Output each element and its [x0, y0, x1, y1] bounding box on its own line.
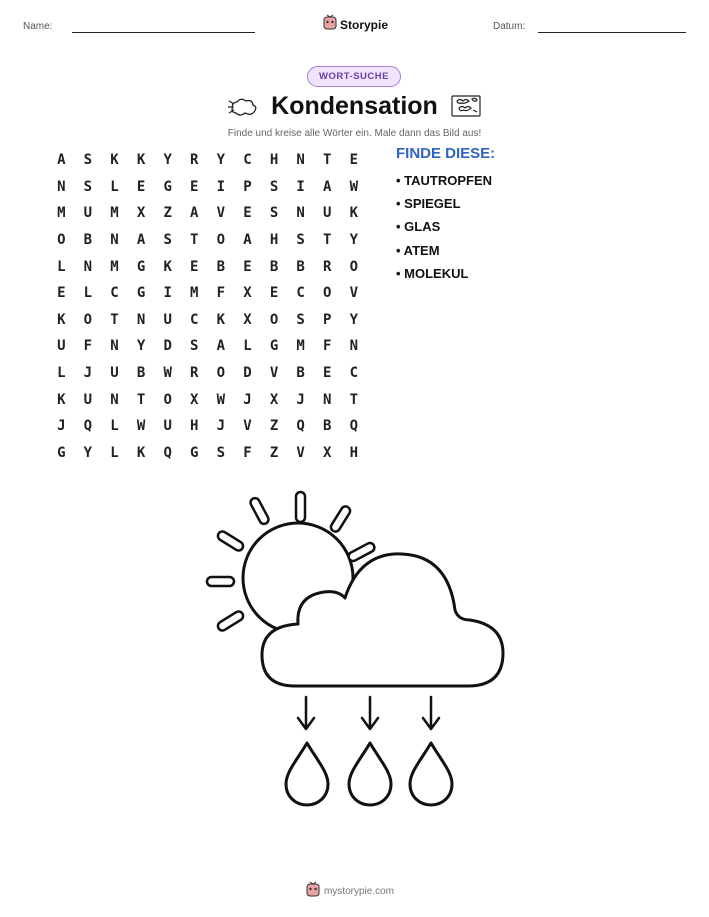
grid-cell[interactable]: W	[136, 418, 146, 435]
grid-cell[interactable]: K	[163, 258, 172, 275]
grid-cell[interactable]: B	[296, 365, 305, 382]
grid-cell[interactable]: K	[57, 391, 66, 408]
grid-cell[interactable]: F	[323, 338, 332, 355]
grid-cell[interactable]: E	[269, 285, 279, 302]
grid-cell[interactable]: T	[190, 232, 199, 249]
list-item: • ATEM	[396, 242, 440, 258]
grid-cell[interactable]: J	[216, 418, 226, 435]
grid-cell[interactable]: F	[243, 444, 252, 461]
grid-cell[interactable]: T	[323, 152, 332, 169]
grid-cell[interactable]: L	[57, 365, 66, 382]
grid-cell[interactable]: T	[349, 391, 359, 408]
grid-cell[interactable]: O	[57, 232, 66, 249]
grid-cell[interactable]: X	[190, 391, 199, 408]
grid-cell[interactable]: N	[136, 311, 146, 328]
grid-cell[interactable]: D	[163, 338, 172, 355]
grid-cell[interactable]: K	[110, 152, 119, 169]
grid-cell[interactable]: W	[349, 178, 359, 195]
grid-cell[interactable]: O	[349, 258, 359, 275]
grid-cell[interactable]: X	[243, 285, 252, 302]
grid-cell[interactable]: J	[83, 365, 93, 382]
page-title: Kondensation	[271, 92, 438, 120]
grid-cell[interactable]: B	[269, 258, 279, 275]
grid-cell[interactable]: P	[323, 311, 332, 328]
grid-cell[interactable]: O	[216, 365, 226, 382]
list-item: • TAUTROPFEN	[396, 173, 493, 188]
grid-cell[interactable]: N	[296, 205, 305, 222]
grid-cell[interactable]: U	[83, 391, 93, 408]
grid-cell[interactable]: T	[136, 391, 146, 408]
grid-cell[interactable]: X	[269, 391, 279, 408]
grid-cell[interactable]: V	[349, 285, 359, 302]
grid-cell[interactable]: B	[136, 365, 146, 382]
grid-cell[interactable]: K	[136, 444, 146, 461]
grid-cell[interactable]: Q	[163, 444, 172, 461]
grid-cell[interactable]: S	[163, 232, 172, 249]
grid-cell[interactable]: U	[323, 205, 332, 222]
grid-cell[interactable]: N	[296, 152, 305, 169]
grid-cell[interactable]: Z	[269, 418, 279, 435]
grid-cell[interactable]: C	[296, 285, 305, 302]
grid-cell[interactable]: V	[243, 418, 252, 435]
grid-cell[interactable]: S	[296, 232, 305, 249]
grid-cell[interactable]: K	[349, 205, 359, 222]
grid-cell[interactable]: N	[83, 258, 93, 275]
grid-cell[interactable]: S	[83, 178, 93, 195]
grid-cell[interactable]: L	[110, 444, 119, 461]
grid-cell[interactable]: E	[349, 152, 359, 169]
grid-cell[interactable]: O	[323, 285, 332, 302]
grid-cell[interactable]: R	[190, 152, 199, 169]
grid-cell[interactable]: T	[323, 232, 332, 249]
grid-cell[interactable]: L	[243, 338, 252, 355]
grid-cell[interactable]: G	[269, 338, 279, 355]
grid-cell[interactable]: U	[163, 311, 172, 328]
grid-cell[interactable]: A	[323, 178, 332, 195]
grid-cell[interactable]: J	[57, 418, 66, 435]
grid-cell[interactable]: Y	[216, 152, 226, 169]
grid-cell[interactable]: S	[269, 178, 279, 195]
grid-cell[interactable]: N	[349, 338, 359, 355]
grid-cell[interactable]: B	[323, 418, 332, 435]
grid-cell[interactable]: O	[216, 232, 226, 249]
grid-cell[interactable]: C	[110, 285, 119, 302]
grid-cell[interactable]: C	[349, 365, 359, 382]
grid-cell[interactable]: E	[136, 178, 146, 195]
grid-cell[interactable]: X	[136, 205, 146, 222]
footer-url: mystorypie.com	[324, 886, 395, 897]
grid-cell[interactable]: O	[83, 311, 93, 328]
grid-cell[interactable]: S	[190, 338, 199, 355]
grid-cell[interactable]: Y	[349, 232, 359, 249]
grid-cell[interactable]: C	[243, 152, 252, 169]
grid-cell[interactable]: K	[136, 152, 146, 169]
grid-cell[interactable]: U	[163, 418, 172, 435]
grid-cell[interactable]: M	[296, 338, 305, 355]
date-label: Datum:	[493, 21, 526, 32]
grid-cell[interactable]: S	[269, 205, 279, 222]
grid-cell[interactable]: I	[216, 178, 226, 195]
grid-cell[interactable]: X	[243, 311, 252, 328]
grid-cell[interactable]: F	[83, 338, 93, 355]
grid-cell[interactable]: H	[190, 418, 199, 435]
grid-cell[interactable]: Y	[136, 338, 146, 355]
brand-name: Storypie	[340, 17, 389, 32]
grid-cell[interactable]: L	[57, 258, 66, 275]
grid-cell[interactable]: G	[163, 178, 172, 195]
grid-cell[interactable]: N	[110, 391, 119, 408]
arrow-down-icon	[298, 697, 439, 729]
grid-cell[interactable]: J	[243, 391, 252, 408]
grid-cell[interactable]: L	[110, 178, 119, 195]
grid-cell[interactable]: D	[243, 365, 252, 382]
grid-cell[interactable]: B	[296, 258, 305, 275]
grid-cell[interactable]: I	[296, 178, 305, 195]
grid-cell[interactable]: W	[216, 391, 226, 408]
grid-cell[interactable]: P	[243, 178, 252, 195]
storypie-mascot-icon	[306, 881, 320, 902]
grid-cell[interactable]: C	[190, 311, 199, 328]
grid-cell[interactable]: K	[216, 311, 226, 328]
worksheet-type-badge: WORT-SUCHE	[307, 66, 401, 87]
instructions: Finde und kreise alle Wörter ein. Male dann das Bild aus!	[227, 128, 482, 139]
grid-cell[interactable]: H	[349, 444, 359, 461]
list-item: • SPIEGEL	[396, 196, 461, 212]
grid-cell[interactable]: T	[110, 311, 119, 328]
grid-cell[interactable]: Z	[269, 444, 279, 461]
grid-cell[interactable]: G	[190, 444, 199, 461]
grid-cell[interactable]: Q	[296, 418, 305, 435]
grid-cell[interactable]: W	[163, 365, 172, 382]
grid-cell[interactable]: V	[269, 365, 279, 382]
grid-cell[interactable]: S	[83, 152, 93, 169]
grid-cell[interactable]: E	[323, 365, 332, 382]
grid-cell[interactable]: E	[190, 258, 199, 275]
grid-cell[interactable]: M	[110, 205, 119, 222]
grid-cell[interactable]: A	[243, 232, 252, 249]
grid-cell[interactable]: X	[323, 444, 332, 461]
grid-cell[interactable]: V	[296, 444, 305, 461]
grid-cell[interactable]: L	[83, 285, 93, 302]
grid-cell[interactable]: A	[216, 338, 226, 355]
grid-cell[interactable]: Z	[163, 205, 172, 222]
grid-cell[interactable]: G	[136, 258, 146, 275]
grid-cell[interactable]: Y	[163, 152, 172, 169]
grid-cell[interactable]: E	[57, 285, 66, 302]
find-heading: FINDE DIESE:	[396, 145, 496, 162]
grid-cell[interactable]: F	[216, 285, 226, 302]
grid-cell[interactable]: G	[136, 285, 146, 302]
grid-cell[interactable]: M	[190, 285, 199, 302]
grid-cell[interactable]: Q	[349, 418, 359, 435]
grid-cell[interactable]: N	[57, 178, 66, 195]
grid-cell[interactable]: N	[110, 232, 119, 249]
grid-cell[interactable]: L	[110, 418, 119, 435]
grid-cell[interactable]: V	[216, 205, 226, 222]
grid-cell[interactable]: B	[83, 232, 93, 249]
raindrop-icon	[286, 743, 452, 805]
grid-cell[interactable]: I	[163, 285, 172, 302]
grid-cell[interactable]: O	[163, 391, 172, 408]
grid-cell[interactable]: S	[296, 311, 305, 328]
grid-cell[interactable]: E	[243, 205, 252, 222]
grid-cell[interactable]: A	[190, 205, 199, 222]
grid-cell[interactable]: G	[57, 444, 66, 461]
grid-cell[interactable]: Q	[83, 418, 93, 435]
footer	[306, 881, 394, 902]
grid-cell[interactable]: R	[323, 258, 332, 275]
grid-cell[interactable]: M	[57, 205, 66, 222]
grid-cell[interactable]: E	[190, 178, 199, 195]
grid-cell[interactable]: J	[296, 391, 305, 408]
grid-cell[interactable]: Y	[349, 311, 359, 328]
grid-cell[interactable]: R	[190, 365, 199, 382]
grid-cell[interactable]: A	[57, 152, 66, 169]
grid-cell[interactable]: H	[269, 232, 279, 249]
grid-cell[interactable]: U	[110, 365, 119, 382]
list-item: • GLAS	[396, 219, 441, 235]
grid-cell[interactable]: M	[110, 258, 119, 275]
grid-cell[interactable]: N	[323, 391, 332, 408]
grid-cell[interactable]: E	[243, 258, 252, 275]
list-item: • MOLEKUL	[396, 265, 469, 281]
grid-cell[interactable]: U	[83, 205, 93, 222]
grid-cell[interactable]: H	[269, 152, 279, 169]
grid-cell[interactable]: Y	[83, 444, 93, 461]
name-label: Name:	[23, 21, 53, 32]
grid-cell[interactable]: N	[110, 338, 119, 355]
grid-cell[interactable]: B	[216, 258, 226, 275]
grid-cell[interactable]: K	[57, 311, 66, 328]
grid-cell[interactable]: A	[136, 232, 146, 249]
grid-cell[interactable]: U	[57, 338, 66, 355]
grid-cell[interactable]: O	[269, 311, 279, 328]
grid-cell[interactable]: S	[216, 444, 226, 461]
